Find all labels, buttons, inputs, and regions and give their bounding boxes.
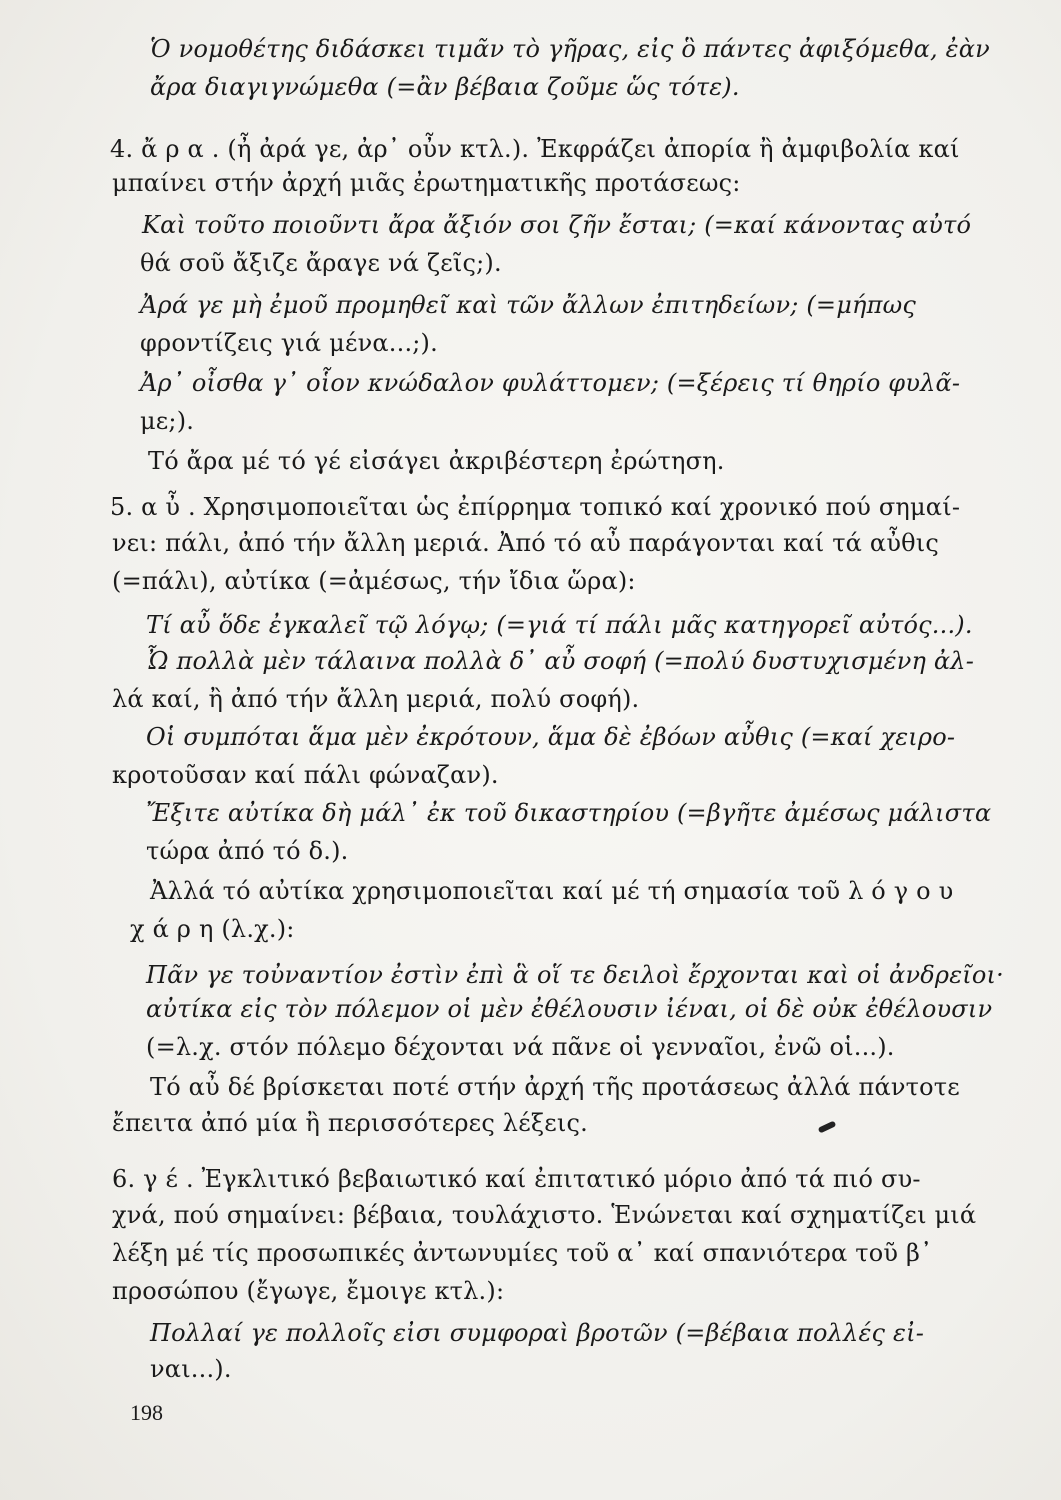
example-line-7: Τί αὖ ὅδε ἐγκαλεῖ τῷ λόγῳ; (=γιά τί πάλι μᾶς κατηγορεῖ αὐτός...). bbox=[146, 611, 973, 639]
example-line-10: Ἔξιτε αὐτίκα δὴ μάλ᾽ ἐκ τοῦ δικαστηρίου (=βγῆτε ἀμέσως μάλιστα bbox=[146, 799, 992, 827]
example-line-6: με;). bbox=[140, 407, 195, 435]
example-line-8: Ὦ πολλὰ μὲν τάλαινα πολλὰ δ᾽ αὖ σοφή (=πολύ δυστυχισμένη ἀλ- bbox=[146, 647, 975, 675]
text-line-19: κροτοῦσαν καί πάλι φώναζαν). bbox=[112, 761, 499, 789]
text-line-21: τώρα ἀπό τό δ.). bbox=[146, 837, 349, 865]
example-line-4: φροντίζεις γιά μένα...;). bbox=[140, 329, 438, 357]
text-line-4: μπαίνει στήν ἀρχή μιᾶς ἐρωτηματικῆς προτάσεως: bbox=[112, 169, 741, 197]
section-5-heading: 5. α ὖ . Χρησιμοποιεῖται ὡς ἐπίρρημα τοπικό καί χρονικό πού σημαί- bbox=[110, 493, 961, 521]
example-line-12: αὐτίκα εἰς τὸν πόλεμον οἱ μὲν ἐθέλουσιν ἰέναι, οἱ δὲ οὐκ ἐθέλουσιν bbox=[146, 995, 993, 1023]
text-line-22: Ἀλλά τό αὐτίκα χρησιμοποιεῖται καί μέ τή σημασία τοῦ λ ό γ ο υ bbox=[150, 877, 954, 905]
text-line-14: (=πάλι), αὐτίκα (=ἀμέσως, τήν ἴδια ὥρα): bbox=[112, 567, 636, 595]
section-4-heading: 4. ἄ ρ α . (ἦ ἀρά γε, ἀρ᾽ οὖν κτλ.). Ἐκφράζει ἀπορία ἢ ἀμφιβολία καί bbox=[110, 135, 960, 163]
text-line-17: λά καί, ἢ ἀπό τήν ἄλλη μεριά, πολύ σοφή). bbox=[112, 685, 640, 713]
text-line-28: ἔπειτα ἀπό μία ἢ περισσότερες λέξεις. bbox=[112, 1109, 588, 1137]
example-line-3: Ἀρά γε μὴ ἐμοῦ προμηθεῖ καὶ τῶν ἄλλων ἐπιτηδείων; (=μήπως bbox=[140, 291, 916, 319]
example-line-2: θά σοῦ ἄξιζε ἄραγε νά ζεῖς;). bbox=[140, 249, 502, 277]
example-line-11: Πᾶν γε τοὐναντίον ἐστὶν ἐπὶ ἃ οἵ τε δειλοὶ ἔρχονται καὶ οἱ ἀνδρεῖοι· bbox=[146, 961, 1004, 989]
example-line-1: Καὶ τοῦτο ποιοῦντι ἄρα ἄξιόν σοι ζῆν ἔσται; (=καί κάνοντας αὐτό bbox=[142, 211, 972, 239]
text-line-11: Τό ἄρα μέ τό γέ εἰσάγει ἀκριβέστερη ἐρώτηση. bbox=[148, 447, 725, 475]
text-line-26: (=λ.χ. στόν πόλεμο δέχονται νά πᾶνε οἱ γενναῖοι, ἐνῶ οἱ...). bbox=[146, 1033, 895, 1061]
text-line-13: νει: πάλι, ἀπό τήν ἄλλη μεριά. Ἀπό τό αὖ παράγονται καί τά αὖθις bbox=[112, 529, 940, 557]
example-line-9: Οἱ συμπόται ἅμα μὲν ἐκρότουν, ἅμα δὲ ἐβόων αὖθις (=καί χειρο- bbox=[146, 723, 956, 751]
section-6-heading: 6. γ έ . Ἐγκλιτικό βεβαιωτικό καί ἐπιτατικό μόριο ἀπό τά πιό συ- bbox=[112, 1165, 921, 1193]
text-line-23: χ ά ρ η (λ.χ.): bbox=[130, 915, 295, 943]
text-line-32: προσώπου (ἔγωγε, ἔμοιγε κτλ.): bbox=[112, 1277, 505, 1305]
text-line-30: χνά, πού σημαίνει: βέβαια, τουλάχιστο. Ἑνώνεται καί σχηματίζει μιά bbox=[112, 1201, 977, 1229]
example-line-13: Πολλαί γε πολλοῖς εἰσι συμφοραὶ βροτῶν (=βέβαια πολλές εἰ- bbox=[150, 1319, 925, 1347]
text-line-1: Ὁ νομοθέτης διδάσκει τιμᾶν τὸ γῆρας, εἰς ὃ πάντες ἀφιξόμεθα, ἐὰν bbox=[150, 35, 990, 63]
page-number: 198 bbox=[130, 1400, 163, 1425]
example-line-5: Ἀρ᾽ οἶσθα γ᾽ οἷον κνώδαλον φυλάττομεν; (=ξέρεις τί θηρίο φυλᾶ- bbox=[140, 369, 961, 397]
text-line-31: λέξη μέ τίς προσωπικές ἀντωνυμίες τοῦ α᾽ καί σπανιότερα τοῦ β᾽ bbox=[112, 1239, 933, 1267]
ink-smudge bbox=[818, 1120, 837, 1133]
example-line-14: ναι...). bbox=[150, 1355, 232, 1383]
text-line-2: ἄρα διαγιγνώμεθα (=ἂν βέβαια ζοῦμε ὥς τότε). bbox=[150, 73, 740, 101]
text-line-27: Τό αὖ δέ βρίσκεται ποτέ στήν ἀρχή τῆς προτάσεως ἀλλά πάντοτε bbox=[150, 1073, 960, 1101]
